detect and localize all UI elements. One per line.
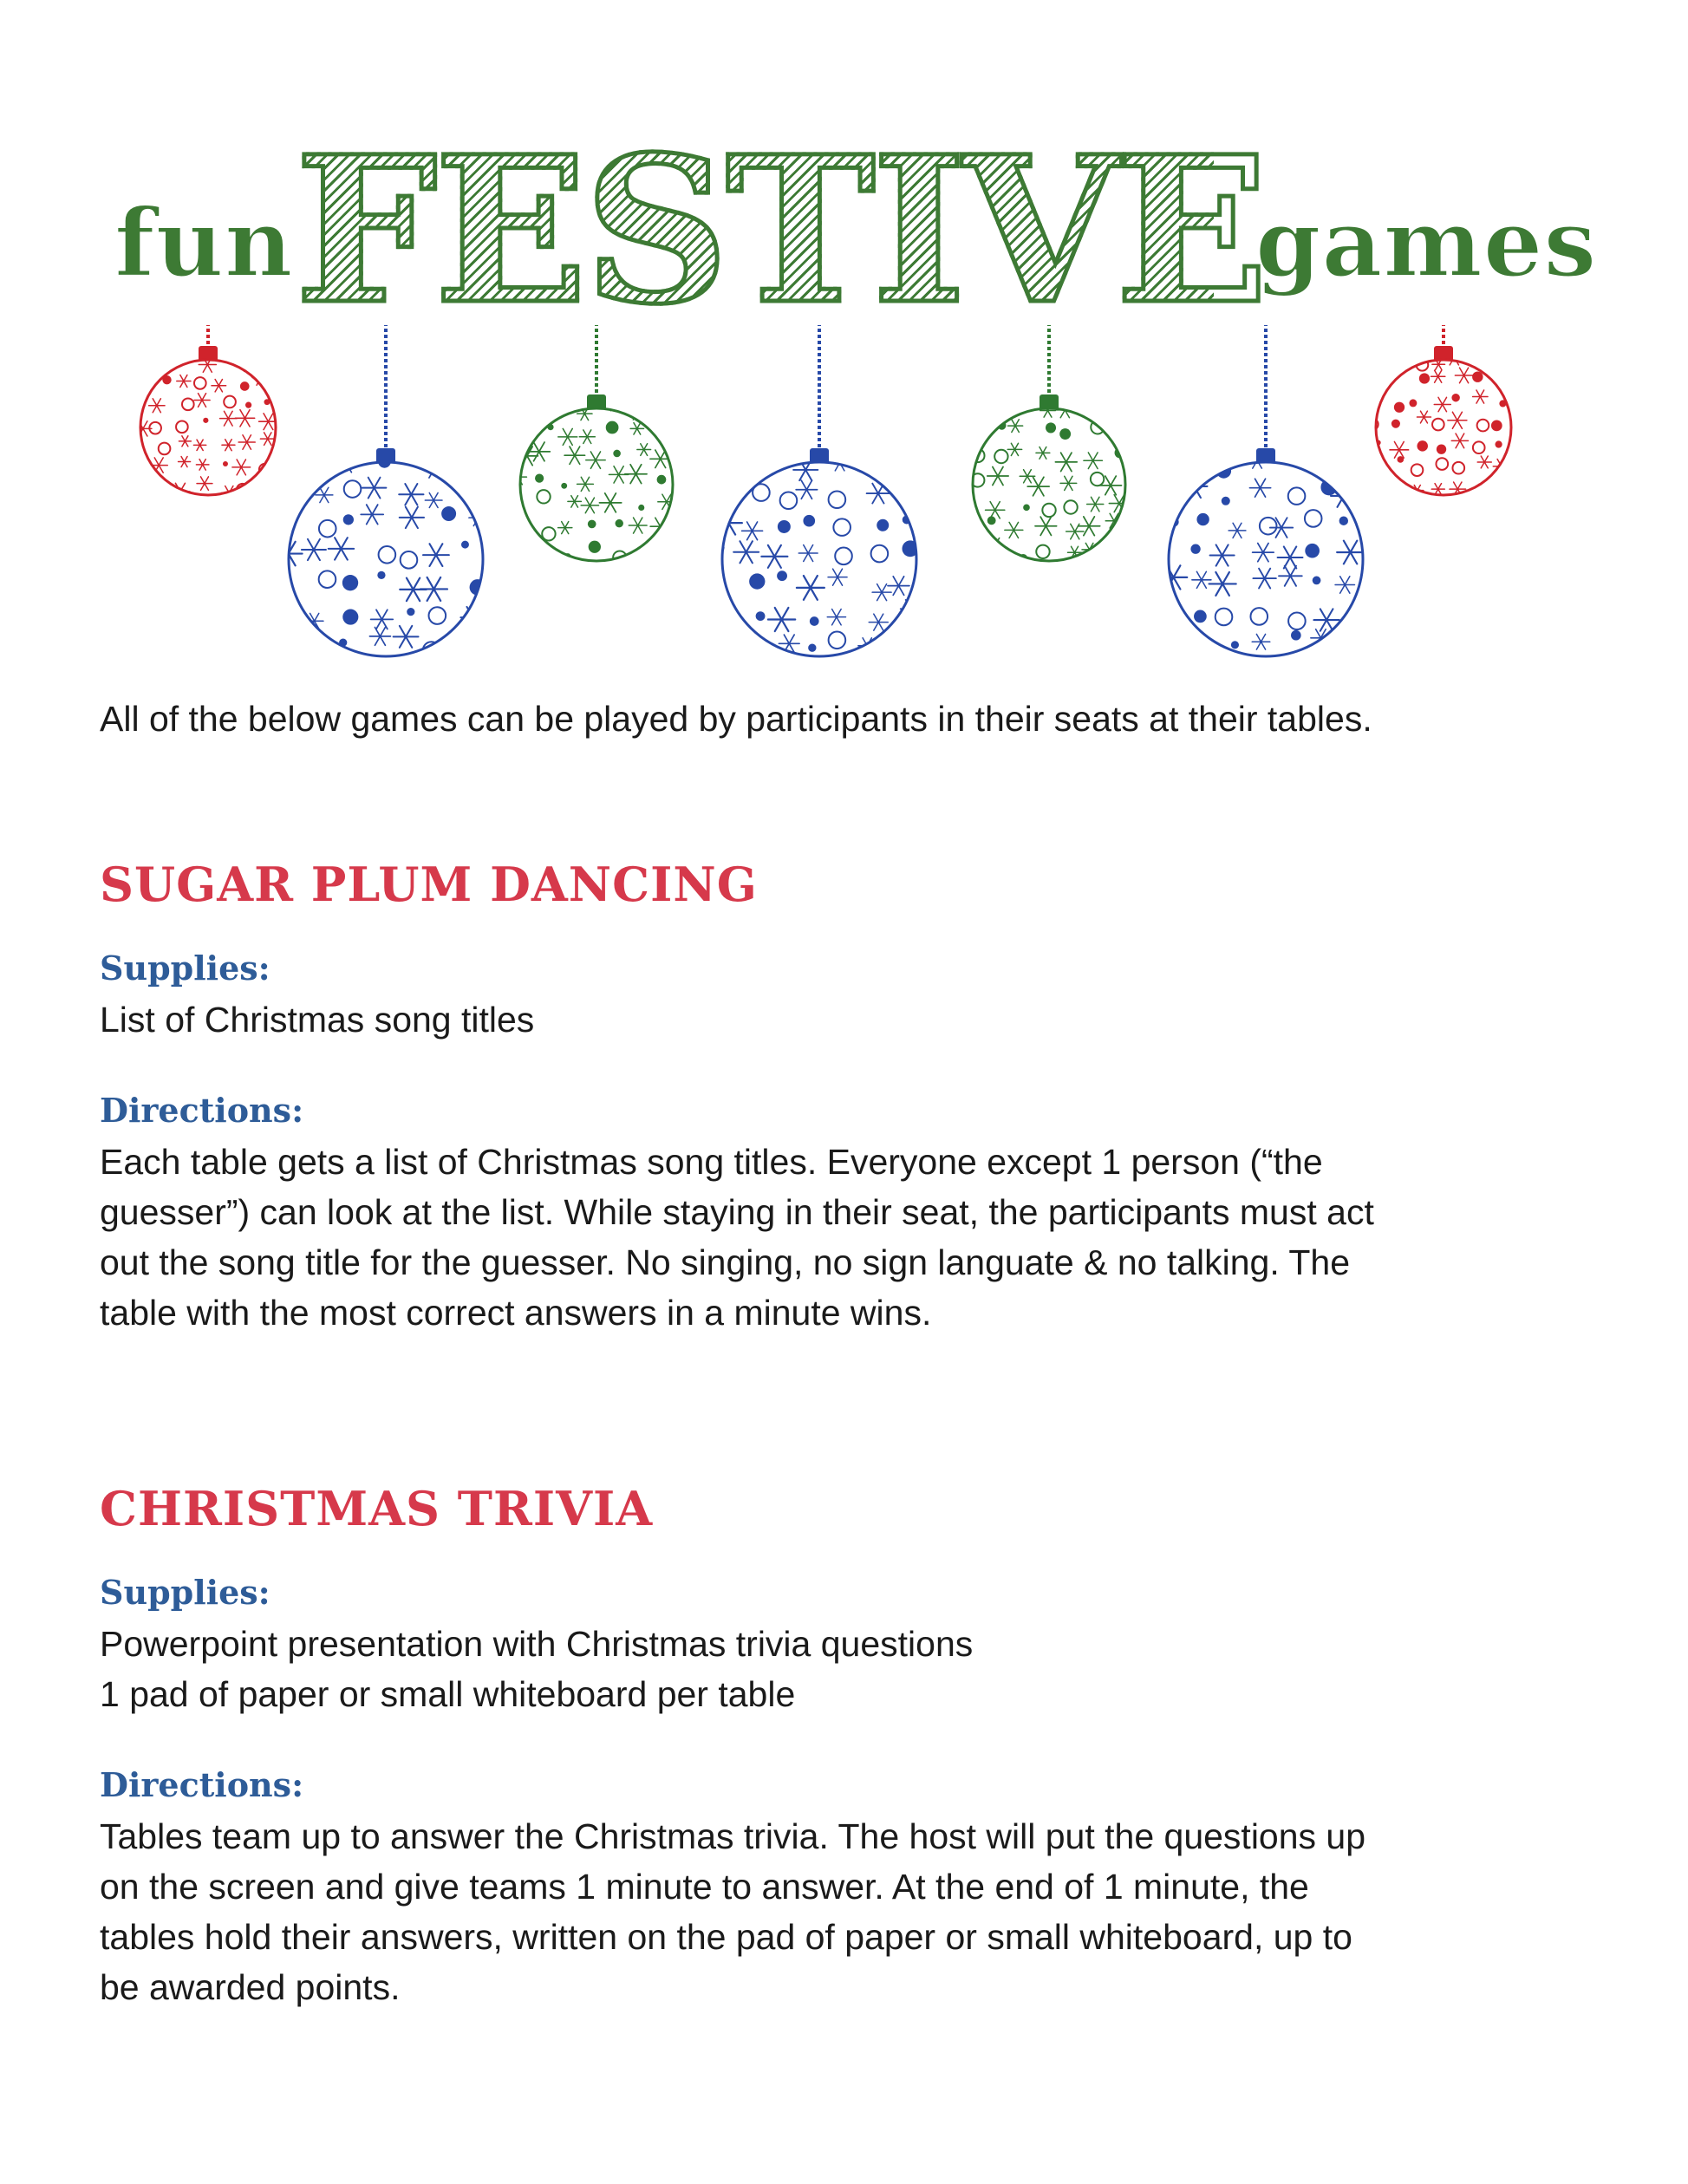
directions-line: be awarded points. [100, 1967, 401, 2007]
supplies-label: Supplies: [100, 1573, 270, 1612]
directions-line: out the song title for the guesser. No singing, no sign languate & no talking. The [100, 1242, 1351, 1282]
supplies-item: Powerpoint presentation with Christmas trivia questions [100, 1624, 974, 1664]
intro-text: All of the below games can be played by participants in their seats at their tables. [100, 699, 1372, 739]
supplies-item: 1 pad of paper or small whiteboard per table [100, 1674, 796, 1714]
directions-label: Directions: [100, 1765, 304, 1804]
supplies-item: List of Christmas song titles [100, 1000, 535, 1040]
ornament-small-1 [129, 325, 277, 499]
title-fun: fun [114, 189, 294, 298]
supplies-list [100, 994, 1591, 1045]
supplies-list [100, 1619, 1591, 1719]
ornament-small-3 [508, 325, 677, 564]
directions-line: Each table gets a list of Christmas song titles. Everyone except 1 person (“the [100, 1142, 1323, 1182]
directions-text [100, 1811, 1591, 2012]
title-games: games [1255, 189, 1598, 298]
supplies-label: Supplies: [100, 949, 270, 988]
game-section-christmas-trivia [100, 1478, 1591, 2012]
game-section-sugar-plum-dancing [100, 854, 1591, 1338]
ornament-large-2 [269, 325, 487, 659]
directions-line: on the screen and give teams 1 minute to answer. At the end of 1 minute, the [100, 1867, 1309, 1907]
ornament-decoration [0, 325, 1688, 672]
ornament-large-4 [707, 325, 927, 658]
title-festive: FESTIVE [295, 112, 1266, 349]
page-title [0, 112, 1688, 349]
directions-line: tables hold their answers, written on the pad of paper or small whiteboard, up to [100, 1917, 1352, 1957]
ornament-small-5 [958, 325, 1129, 563]
directions-text [100, 1137, 1591, 1338]
ornament-large-6 [1153, 325, 1369, 656]
ornament-small-7 [1362, 325, 1513, 498]
game-title: CHRISTMAS TRIVIA [100, 1481, 654, 1536]
directions-label: Directions: [100, 1091, 304, 1130]
game-title: SUGAR PLUM DANCING [100, 857, 758, 912]
directions-line: guesser”) can look at the list. While staying in their seat, the participants must act [100, 1192, 1374, 1232]
directions-line: table with the most correct answers in a minute wins. [100, 1293, 932, 1333]
ornaments-illustration [0, 325, 1688, 672]
directions-line: Tables team up to answer the Christmas trivia. The host will put the questions up [100, 1816, 1366, 1856]
